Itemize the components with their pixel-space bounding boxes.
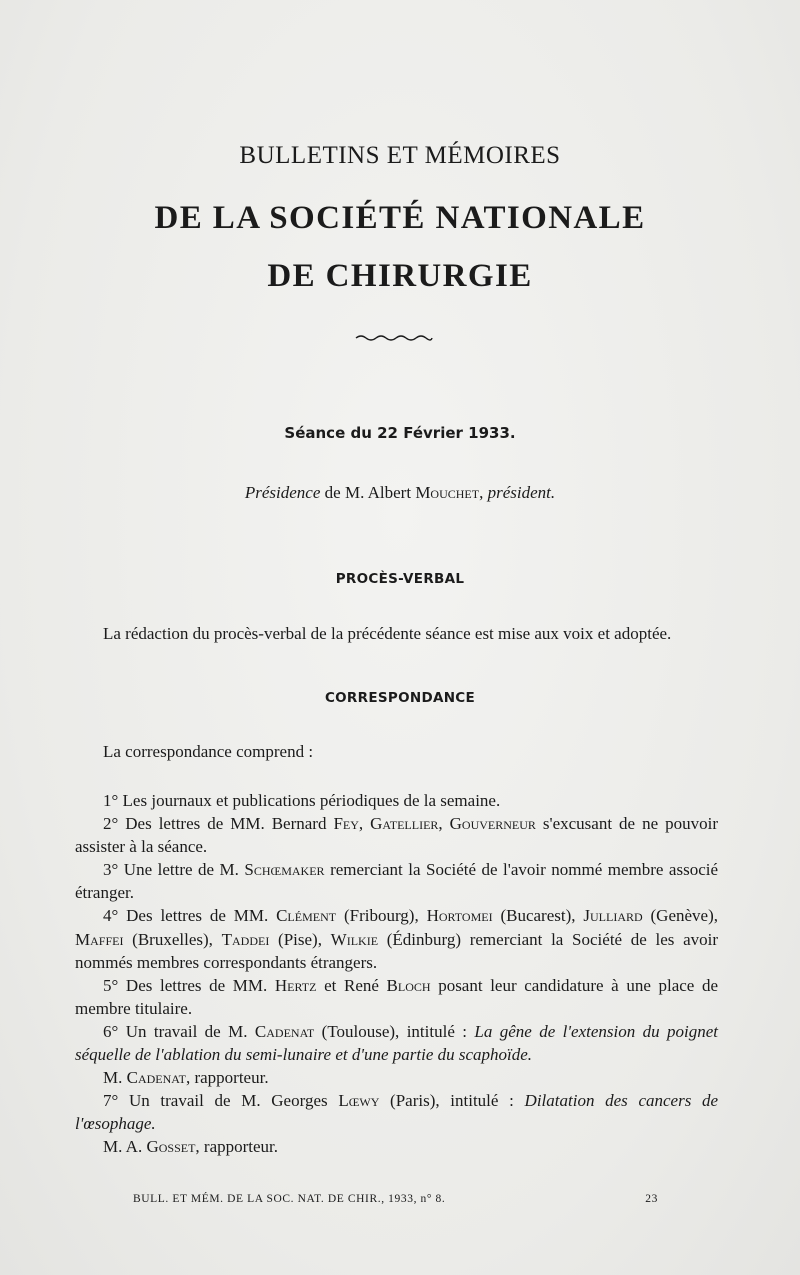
correspondance-intro: La correspondance comprend : [103,742,314,761]
journal-title-line-1: BULLETINS ET MÉMOIRES [239,142,561,169]
president-name: Mouchet [415,483,480,502]
president-role: président. [487,483,556,502]
session-date: Séance du 22 Février 1933. [284,424,516,442]
list-item: 7° Un travail de M. Georges Lœwy (Paris), intitulé : Dilatation des cancers de l'œsophage. [75,1091,719,1134]
list-item: 6° Un travail de M. Cadenat (Toulouse), intitulé : La gêne de l'extension du poignet séquelle de l'ablation du semi-lunaire et d'une partie du scaphoïde. [75,1021,719,1065]
list-item: 2° Des lettres de MM. Bernard Fey, Gatellier, Gouverneur s'excusant de ne pouvoir assister à la séance. [75,814,718,857]
page-footer [133,1193,658,1205]
journal-title-line-2: DE LA SOCIÉTÉ NATIONALE [154,200,646,236]
rapporteur-line: M. A. Gosset, rapporteur. [103,1137,279,1157]
ornament-divider [355,333,433,343]
list-item: 1° Les journaux et publications périodiques de la semaine. [103,791,501,810]
list-item: 3° Une lettre de M. Schœmaker remerciant la Société de l'avoir nommé membre associé étranger. [75,860,719,903]
presidency-de-m: de M. Albert [324,483,412,502]
journal-title-line-3: DE CHIRURGIE [267,258,533,294]
footer-reference: BULL. ET MÉM. DE LA SOC. NAT. DE CHIR., 1933, n° 8. [133,1193,446,1205]
list-item: 4° Des lettres de MM. Clément (Fribourg), Hortomei (Bucarest), Julliard (Genève), Maffei (Bruxelles), Taddei (Pise), Wilkie (Édinburg) remerciant la Société de les avoir nommés membres correspondants étrangers. [75,906,719,972]
list-item: 5° Des lettres de MM. Hertz et René Bloch posant leur candidature à une place de membre titulaire. [75,975,719,1018]
page-number: 23 [645,1193,658,1205]
presidency-line: Présidence de M. Albert Mouchet, président. [244,483,556,502]
proces-verbal-text: La rédaction du procès-verbal de la précédente séance est mise aux voix et adoptée. [103,624,672,643]
proces-verbal-heading: PROCÈS-VERBAL [335,571,465,587]
correspondance-heading: CORRESPONDANCE [324,690,476,706]
correspondance-list [75,789,718,1159]
rapporteur-line: M. Cadenat, rapporteur. [103,1068,269,1088]
presidency-word: Présidence [244,483,321,502]
